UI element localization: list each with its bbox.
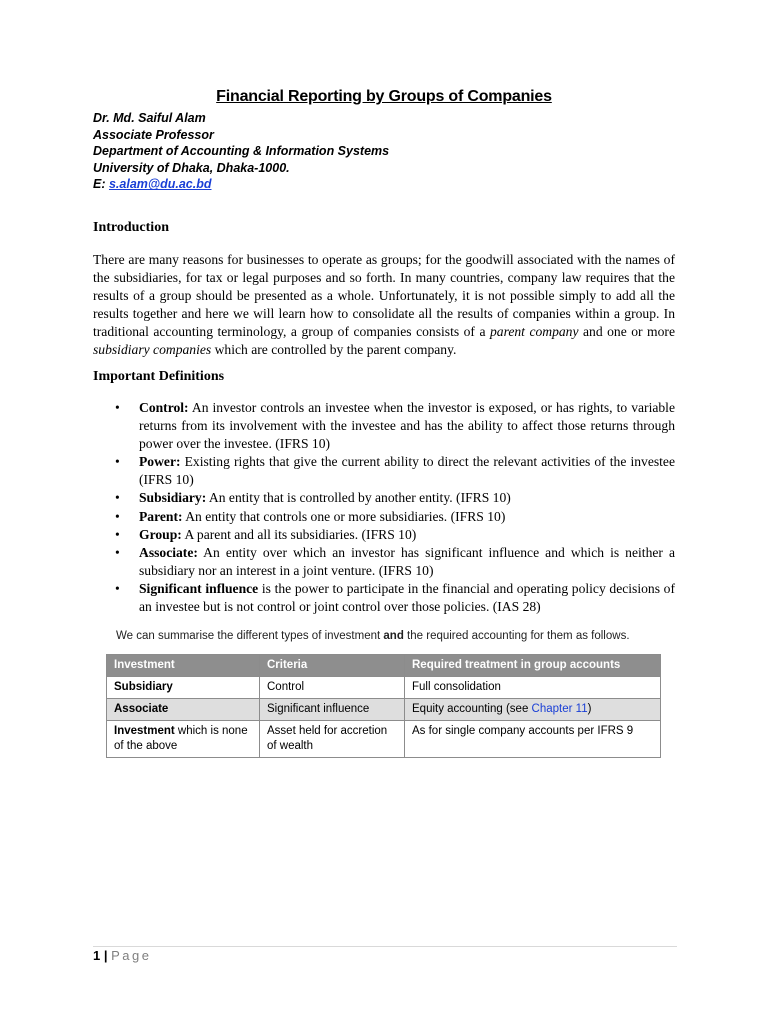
investment-table (106, 654, 661, 758)
definition-item (93, 544, 675, 580)
bullet: • (115, 580, 120, 596)
bullet: • (115, 508, 120, 524)
definition-text: is the power to participate in the financial and operating policy decisions of an investee but is not control or joint control over those policies. (IAS 28) (139, 580, 675, 615)
summary-bold: and (383, 630, 404, 642)
treatment-text: As for single company accounts per IFRS 9 (412, 725, 634, 737)
definition-term: Control: (139, 400, 189, 415)
bullet: • (115, 400, 120, 415)
summary-sentence (116, 630, 630, 642)
chapter-link[interactable]: Chapter 11 (531, 703, 588, 715)
header-treatment: Required treatment in group accounts (405, 655, 661, 677)
intro-italic-subsidiary: subsidiary companies (93, 342, 212, 358)
definition-text: An entity that is controlled by another entity. (IFRS 10) (206, 490, 511, 506)
cell-treatment (405, 699, 661, 721)
intro-text-2: and one or more (578, 324, 675, 340)
table-row (107, 677, 661, 699)
cell-criteria: Asset held for accretion of wealth (260, 721, 405, 758)
header-investment: Investment (107, 655, 260, 677)
author-position: Associate Professor (93, 127, 214, 142)
summary-text-1: We can summarise the different types of investment (116, 630, 384, 642)
footer-separator: | (100, 948, 112, 963)
definition-item (93, 526, 675, 544)
footer-divider (93, 946, 677, 947)
treatment-text: Equity accounting (see (412, 703, 532, 715)
intro-italic-parent: parent company (489, 324, 579, 340)
email-link[interactable]: s.alam@du.ac.bd (108, 177, 212, 192)
header-criteria: Criteria (260, 655, 405, 677)
definition-term: Associate: (139, 544, 198, 560)
page-number: 1 (93, 948, 101, 963)
definitions-heading: Important Definitions (93, 369, 225, 384)
cell-treatment (405, 721, 661, 758)
investment-rest: which is none of the above (114, 725, 248, 752)
definition-text: Existing rights that give the current ability to direct the relevant activities of the investee (IFRS 10) (139, 454, 675, 488)
cell-investment (107, 721, 260, 758)
cell-investment (107, 699, 260, 721)
email-prefix: E: (93, 177, 109, 192)
author-block (93, 110, 389, 193)
definition-term: Parent: (139, 508, 183, 524)
introduction-paragraph (93, 251, 675, 360)
treatment-text: Full consolidation (412, 681, 501, 693)
definition-text: A parent and all its subsidiaries. (IFRS 10) (181, 526, 417, 542)
table-header-row (107, 655, 661, 677)
definition-item (93, 489, 675, 507)
definition-item (93, 580, 675, 616)
bullet: • (115, 544, 120, 560)
investment-type: Associate (114, 703, 169, 715)
definition-text: An entity that controls one or more subsidiaries. (IFRS 10) (182, 508, 506, 524)
intro-text-3: which are controlled by the parent company. (211, 342, 457, 358)
investment-type: Investment (114, 725, 175, 737)
document-title: Financial Reporting by Groups of Companies (216, 88, 552, 105)
author-university: University of Dhaka, Dhaka-1000. (93, 160, 290, 175)
definition-item (93, 508, 675, 526)
table-row (107, 721, 661, 758)
definitions-list (93, 399, 675, 616)
definition-term: Subsidiary: (139, 490, 207, 506)
bullet: • (115, 490, 120, 506)
author-department: Department of Accounting & Information Systems (93, 144, 390, 159)
intro-text-1: There are many reasons for businesses to operate as groups; for the goodwill associated with the names of the subsidiaries, for tax or legal purposes and so forth. In many countries, company law requires that the results of a group should be presented as a whole. Unfortunately, it is not possible simply to add all the results together and here we will learn how to consolidate all the results of companies within a group. In traditional accounting terminology, a group of companies consists of a (93, 252, 675, 340)
cell-criteria: Control (260, 677, 405, 699)
definition-item (93, 399, 675, 453)
introduction-heading: Introduction (93, 220, 169, 235)
investment-type: Subsidiary (114, 681, 173, 693)
summary-text-2: the required accounting for them as follows. (403, 630, 630, 642)
definition-term: Significant influence (139, 580, 259, 596)
definition-text: An investor controls an investee when the investor is exposed, or has rights, to variable returns from its involvement with the investee and has the ability to affect those returns through power over the investee. (IFRS 10) (139, 400, 675, 452)
treatment-end: ) (587, 703, 592, 715)
bullet: • (115, 454, 120, 470)
cell-treatment (405, 677, 661, 699)
cell-investment (107, 677, 260, 699)
author-email-line (93, 176, 389, 193)
definition-term: Group: (139, 526, 182, 542)
definition-term: Power: (139, 454, 181, 470)
page-label: Page (111, 948, 152, 963)
cell-criteria: Significant influence (260, 699, 405, 721)
author-name: Dr. Md. Saiful Alam (93, 111, 206, 125)
bullet: • (115, 526, 120, 542)
page-footer (93, 948, 151, 963)
table-row (107, 699, 661, 721)
definition-item (93, 453, 675, 489)
definition-text: An entity over which an investor has significant influence and which is neither a subsidiary nor an interest in a joint venture. (IFRS 10) (139, 544, 675, 578)
